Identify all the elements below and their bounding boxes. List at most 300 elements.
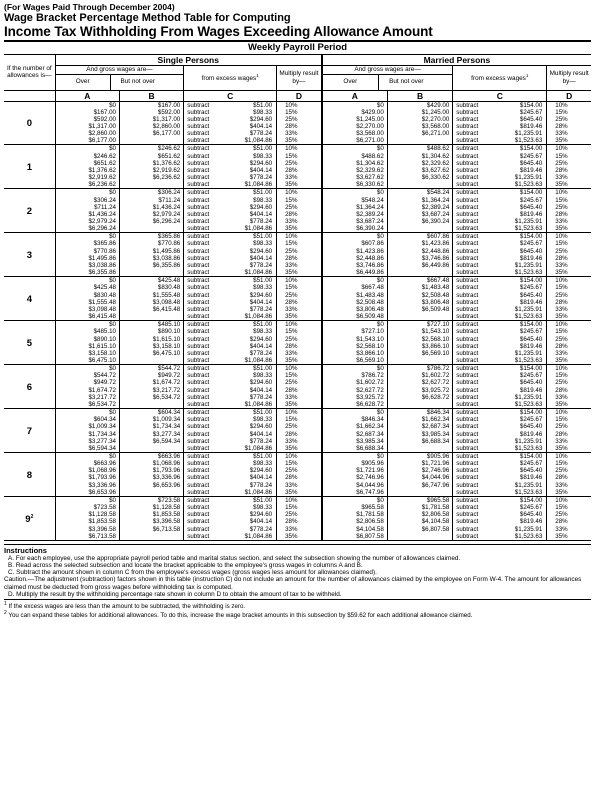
table-row xyxy=(4,292,591,299)
single-subtract-amount: $778.24 xyxy=(249,393,273,401)
married-subtract-word: subtract xyxy=(453,357,491,365)
single-over-cell: $306.24 xyxy=(55,197,119,204)
single-subtract-amount: $778.24 xyxy=(249,218,273,225)
instructions xyxy=(4,544,591,598)
married-rate-cell: 28% xyxy=(547,167,591,174)
married-subtract-word: subtract xyxy=(453,145,491,153)
single-over-cell: $6,415.48 xyxy=(55,313,119,321)
married-notover-cell: $1,781.58 xyxy=(387,504,452,511)
married-subtract-amount: $154.00 xyxy=(519,453,543,460)
single-over-cell: $0 xyxy=(55,101,119,109)
table-row xyxy=(4,248,591,255)
single-subtract-word: subtract xyxy=(184,431,222,438)
allowance-count-label: 0 xyxy=(26,118,32,130)
married-subtract-word: subtract xyxy=(453,204,491,211)
single-notover-cell: $592.00 xyxy=(119,109,183,116)
single-subtract-amount: $294.60 xyxy=(249,115,273,123)
married-notover-cell: $1,423.86 xyxy=(387,240,452,247)
single-over-cell: $1,793.96 xyxy=(55,474,119,481)
single-over-cell: $0 xyxy=(55,189,119,197)
single-over-cell: $0 xyxy=(55,453,119,461)
table-row xyxy=(4,387,591,394)
allowance-count-label: 5 xyxy=(26,338,32,350)
single-notover-label: But not over xyxy=(110,75,165,90)
married-rate-cell: 33% xyxy=(547,262,591,269)
married-subtract-amount: $819.46 xyxy=(519,518,543,526)
married-notover-cell: $429.00 xyxy=(387,101,452,109)
married-subtract-amount: $645.40 xyxy=(519,291,543,299)
married-rate-cell: 28% xyxy=(547,387,591,394)
single-notover-cell: $770.86 xyxy=(119,240,183,247)
allowance-count xyxy=(4,145,55,189)
single-rate-cell: 35% xyxy=(277,313,322,321)
table-row xyxy=(4,181,591,189)
married-over-cell: $3,925.72 xyxy=(322,394,387,401)
married-subtract-amount: $245.67 xyxy=(519,416,543,424)
married-subtract-amount: $1,235.91 xyxy=(514,130,543,138)
allowance-count-label: 6 xyxy=(26,382,32,394)
single-notover-cell: $651.62 xyxy=(119,153,183,160)
single-subtract-word: subtract xyxy=(184,438,222,445)
married-subtract-word: subtract xyxy=(453,248,491,255)
single-subtract-word: subtract xyxy=(184,160,222,167)
single-notover-cell xyxy=(119,181,183,189)
married-rate-cell: 25% xyxy=(547,336,591,343)
married-subtract-word: subtract xyxy=(453,306,491,313)
married-notover-cell: $488.62 xyxy=(387,145,452,153)
married-rate-cell: 10% xyxy=(547,496,591,504)
married-notover-cell xyxy=(387,445,452,453)
married-notover-cell: $548.24 xyxy=(387,189,452,197)
married-notover-cell: $6,807.58 xyxy=(387,526,452,533)
single-notover-cell: $3,336.96 xyxy=(119,474,183,481)
table-row xyxy=(4,299,591,306)
single-subtract-word: subtract xyxy=(184,453,222,461)
married-over-cell: $2,448.86 xyxy=(322,255,387,262)
table-row xyxy=(4,438,591,445)
single-rate-cell: 33% xyxy=(277,218,322,225)
married-rate-cell: 10% xyxy=(547,233,591,241)
married-notover-cell: $1,721.96 xyxy=(387,460,452,467)
single-subtract-amount: $51.00 xyxy=(253,101,273,109)
married-over-cell: $786.72 xyxy=(322,372,387,379)
married-subtract-word: subtract xyxy=(453,269,491,277)
married-rate-cell: 25% xyxy=(547,379,591,386)
table-row xyxy=(4,189,591,197)
single-rate-cell: 35% xyxy=(277,181,322,189)
married-subtract-amount: $645.40 xyxy=(519,467,543,475)
single-rate-cell: 33% xyxy=(277,262,322,269)
married-subtract-word: subtract xyxy=(453,321,491,329)
married-subtract-word: subtract xyxy=(453,116,491,123)
married-subtract-amount: $1,235.91 xyxy=(514,174,543,182)
married-rate-cell: 28% xyxy=(547,431,591,438)
single-subtract-word: subtract xyxy=(184,387,222,394)
single-subtract-amount: $1,084.86 xyxy=(222,357,277,365)
single-rate-cell: 35% xyxy=(277,401,322,409)
single-subtract-word: subtract xyxy=(184,189,222,197)
married-subtract-amount: $645.40 xyxy=(519,423,543,431)
single-subtract-word: subtract xyxy=(184,504,222,511)
single-subtract-word: subtract xyxy=(184,401,222,409)
single-over-cell: $0 xyxy=(55,233,119,241)
single-over-cell: $0 xyxy=(55,277,119,285)
single-subtract-amount: $51.00 xyxy=(253,321,273,329)
single-subtract-amount: $98.33 xyxy=(253,416,273,424)
married-subtract-word: subtract xyxy=(453,211,491,218)
married-notover-cell: $4,104.58 xyxy=(387,518,452,525)
single-notover-cell: $167.00 xyxy=(119,101,183,109)
married-rate-cell: 35% xyxy=(547,313,591,321)
single-over-cell: $1,734.34 xyxy=(55,431,119,438)
single-subtract-word: subtract xyxy=(184,204,222,211)
single-rate-cell: 15% xyxy=(277,153,322,160)
single-over-cell: $3,158.10 xyxy=(55,350,119,357)
single-notover-cell: $6,177.00 xyxy=(119,130,183,137)
married-over-cell: $429.00 xyxy=(322,109,387,116)
married-subtract-word: subtract xyxy=(453,255,491,262)
single-notover-cell: $6,296.24 xyxy=(119,218,183,225)
married-rate-cell: 25% xyxy=(547,467,591,474)
married-notover-cell: $1,245.00 xyxy=(387,109,452,116)
single-subtract-word: subtract xyxy=(184,474,222,481)
allowance-count xyxy=(4,453,55,497)
instruction-c: C. Subtract the amount shown in column C from the employee's excess wages (gross wages less amount for allowances claimed). xyxy=(8,569,377,577)
married-rate-cell: 33% xyxy=(547,306,591,313)
married-subtract-amount: $154.00 xyxy=(519,101,543,109)
allowance-count xyxy=(4,101,55,145)
single-rate-cell: 33% xyxy=(277,350,322,357)
header-wages-paid: (For Wages Paid Through December 2004) xyxy=(4,2,175,12)
single-subtract-word: subtract xyxy=(184,365,222,373)
married-over-cell: $4,104.58 xyxy=(322,526,387,533)
married-over-cell: $2,746.96 xyxy=(322,474,387,481)
table-row xyxy=(4,145,591,153)
single-rate-cell: 33% xyxy=(277,130,322,137)
married-subtract-amount: $819.46 xyxy=(519,474,543,482)
married-subtract-amount: $645.40 xyxy=(519,247,543,255)
allowances-header: If the number of allowances is— xyxy=(6,64,52,80)
married-over-cell: $905.96 xyxy=(322,460,387,467)
married-persons-header: Married Persons xyxy=(322,55,591,66)
single-notover-cell: $3,158.10 xyxy=(119,343,183,350)
single-rate-cell: 25% xyxy=(277,160,322,167)
single-subtract-word: subtract xyxy=(184,482,222,489)
married-over-cell: $6,569.10 xyxy=(322,357,387,365)
single-notover-cell: $6,653.96 xyxy=(119,482,183,489)
single-over-cell: $485.10 xyxy=(55,328,119,335)
table-row xyxy=(4,365,591,373)
single-over-cell: $2,979.24 xyxy=(55,218,119,225)
married-over-cell: $1,423.86 xyxy=(322,248,387,255)
single-over-cell: $723.58 xyxy=(55,504,119,511)
single-subtract-amount: $294.60 xyxy=(249,379,273,387)
married-notover-cell: $1,662.34 xyxy=(387,416,452,423)
table-row xyxy=(4,123,591,130)
single-rate-cell: 10% xyxy=(277,189,322,197)
married-rate-cell: 28% xyxy=(547,474,591,481)
allowance-count-label: 4 xyxy=(26,294,32,306)
column-letters-row xyxy=(4,90,591,101)
single-over-cell: $0 xyxy=(55,496,119,504)
married-subtract-word: subtract xyxy=(453,328,491,335)
married-notover-cell: $2,746.96 xyxy=(387,467,452,474)
table-row xyxy=(4,116,591,123)
married-over-cell: $1,781.58 xyxy=(322,511,387,518)
single-subtract-word: subtract xyxy=(184,445,222,453)
single-subtract-word: subtract xyxy=(184,101,222,109)
single-notover-cell: $1,793.96 xyxy=(119,467,183,474)
married-rate-cell: 28% xyxy=(547,123,591,130)
table-row xyxy=(4,489,591,497)
single-notover-cell xyxy=(119,269,183,277)
single-rate-cell: 28% xyxy=(277,211,322,218)
married-subtract-word: subtract xyxy=(453,218,491,225)
table-row xyxy=(4,482,591,489)
married-rate-cell: 25% xyxy=(547,292,591,299)
single-notover-cell: $2,979.24 xyxy=(119,211,183,218)
married-rate-cell: 25% xyxy=(547,160,591,167)
table-row xyxy=(4,328,591,335)
single-notover-cell: $604.34 xyxy=(119,409,183,417)
married-subtract-word: subtract xyxy=(453,160,491,167)
married-notover-cell: $727.10 xyxy=(387,321,452,329)
single-subtract-amount: $294.60 xyxy=(249,423,273,431)
married-subtract-word: subtract xyxy=(453,511,491,518)
married-over-cell: $6,509.48 xyxy=(322,313,387,321)
single-rate-cell: 10% xyxy=(277,453,322,461)
single-subtract-amount: $294.60 xyxy=(249,247,273,255)
married-rate-cell: 35% xyxy=(547,401,591,409)
married-rate-cell: 10% xyxy=(547,365,591,373)
single-subtract-word: subtract xyxy=(184,357,222,365)
single-subtract-word: subtract xyxy=(184,336,222,343)
married-notover-cell xyxy=(387,137,452,145)
married-subtract-amount: $1,235.91 xyxy=(514,305,543,313)
single-subtract-amount: $1,084.86 xyxy=(222,269,277,277)
married-rate-cell: 28% xyxy=(547,518,591,525)
married-rate-cell: 15% xyxy=(547,460,591,467)
married-subtract-amount: $154.00 xyxy=(519,496,543,504)
married-notover-cell: $667.48 xyxy=(387,277,452,285)
married-rate-cell: 33% xyxy=(547,394,591,401)
instruction-d: D. Multiply the result by the withholding percentage rate shown in column D to obtain the amount of tax to be withheld. xyxy=(8,590,342,598)
single-notover-cell xyxy=(119,533,183,541)
table-row xyxy=(4,518,591,525)
single-rate-cell: 15% xyxy=(277,460,322,467)
married-subtract-word: subtract xyxy=(453,174,491,181)
single-over-cell: $0 xyxy=(55,409,119,417)
single-rate-cell: 35% xyxy=(277,137,322,145)
single-subtract-word: subtract xyxy=(184,489,222,497)
single-over-cell: $246.62 xyxy=(55,153,119,160)
married-subtract-amount: $1,523.63 xyxy=(491,445,547,453)
table-row xyxy=(4,174,591,181)
married-over-cell: $3,568.00 xyxy=(322,130,387,137)
single-subtract-word: subtract xyxy=(184,372,222,379)
single-subtract-amount: $1,084.86 xyxy=(222,445,277,453)
married-subtract-amount: $154.00 xyxy=(519,189,543,197)
allowance-count xyxy=(4,365,55,409)
single-over-cell: $1,317.00 xyxy=(55,123,119,130)
married-over-cell: $2,329.62 xyxy=(322,167,387,174)
single-rate-cell: 10% xyxy=(277,145,322,153)
single-notover-cell: $3,217.72 xyxy=(119,387,183,394)
married-over-cell: $3,806.48 xyxy=(322,306,387,313)
married-rate-cell: 15% xyxy=(547,284,591,291)
single-rate-cell: 25% xyxy=(277,379,322,386)
single-rate-cell: 28% xyxy=(277,431,322,438)
married-subtract-amount: $819.46 xyxy=(519,298,543,306)
married-over-cell: $3,985.34 xyxy=(322,438,387,445)
married-subtract-word: subtract xyxy=(453,167,491,174)
married-subtract-word: subtract xyxy=(453,438,491,445)
married-notover-cell: $3,627.62 xyxy=(387,167,452,174)
single-over-label: Over xyxy=(75,78,90,86)
single-notover-cell: $1,615.10 xyxy=(119,336,183,343)
table-row xyxy=(4,445,591,453)
married-notover-cell: $3,568.00 xyxy=(387,123,452,130)
single-subtract-word: subtract xyxy=(184,174,222,181)
married-rate-cell: 28% xyxy=(547,299,591,306)
single-rate-cell: 35% xyxy=(277,357,322,365)
married-subtract-word: subtract xyxy=(453,197,491,204)
single-over-cell: $3,217.72 xyxy=(55,394,119,401)
married-over-cell: $6,449.86 xyxy=(322,269,387,277)
single-over-cell: $2,919.62 xyxy=(55,174,119,181)
married-over-cell: $0 xyxy=(322,321,387,329)
single-over-cell: $1,068.96 xyxy=(55,467,119,474)
married-subtract-amount: $1,523.63 xyxy=(491,181,547,189)
married-subtract-word: subtract xyxy=(453,489,491,497)
single-subtract-amount: $1,084.86 xyxy=(222,533,277,541)
married-over-cell: $0 xyxy=(322,189,387,197)
single-notover-cell: $3,098.48 xyxy=(119,299,183,306)
col-letter: A xyxy=(322,90,387,101)
married-subtract-amount: $245.67 xyxy=(519,240,543,248)
single-notover-cell: $1,495.86 xyxy=(119,248,183,255)
married-subtract-amount: $819.46 xyxy=(519,166,543,174)
single-rate-cell: 10% xyxy=(277,496,322,504)
married-over-cell: $2,806.58 xyxy=(322,518,387,525)
single-rate-cell: 25% xyxy=(277,511,322,518)
single-notover-cell xyxy=(119,489,183,497)
married-over-cell: $0 xyxy=(322,496,387,504)
single-rate-cell: 28% xyxy=(277,167,322,174)
single-over-cell: $592.00 xyxy=(55,116,119,123)
married-subtract-word: subtract xyxy=(453,394,491,401)
table-row xyxy=(4,130,591,137)
allowance-count xyxy=(4,496,55,540)
allowance-count xyxy=(4,277,55,321)
footnote-1-text: If the excess wages are less than the amount to be subtracted, the withholding is zero. xyxy=(8,603,246,611)
single-notover-cell: $246.62 xyxy=(119,145,183,153)
single-over-cell: $949.72 xyxy=(55,379,119,386)
married-subtract-amount: $819.46 xyxy=(519,122,543,130)
single-subtract-amount: $98.33 xyxy=(253,108,273,116)
single-subtract-word: subtract xyxy=(184,145,222,153)
married-rate-cell: 10% xyxy=(547,101,591,109)
married-subtract-word: subtract xyxy=(453,350,491,357)
footnote-1 xyxy=(4,601,591,610)
single-rate-cell: 28% xyxy=(277,255,322,262)
single-notover-cell xyxy=(119,225,183,233)
allowance-count xyxy=(4,189,55,233)
single-subtract-amount: $404.14 xyxy=(249,518,273,526)
married-over-label: Over xyxy=(343,78,358,86)
single-rate-cell: 15% xyxy=(277,240,322,247)
married-over-cell: $0 xyxy=(322,365,387,373)
married-notover-cell xyxy=(387,489,452,497)
married-multiply-header: Multiply result by— xyxy=(547,66,591,91)
married-rate-cell: 35% xyxy=(547,137,591,145)
married-rate-cell: 10% xyxy=(547,409,591,417)
single-over-cell: $1,555.48 xyxy=(55,299,119,306)
married-over-cell: $4,044.96 xyxy=(322,482,387,489)
single-subtract-word: subtract xyxy=(184,526,222,533)
married-notover-cell: $2,270.00 xyxy=(387,116,452,123)
married-subtract-word: subtract xyxy=(453,284,491,291)
single-notover-cell: $711.24 xyxy=(119,197,183,204)
married-subtract-word: subtract xyxy=(453,431,491,438)
single-subtract-amount: $404.14 xyxy=(249,386,273,394)
table-row xyxy=(4,197,591,204)
single-over-cell: $167.00 xyxy=(55,109,119,116)
married-notover-cell: $1,483.48 xyxy=(387,284,452,291)
allowance-count-label: 7 xyxy=(26,426,32,438)
single-rate-cell: 25% xyxy=(277,248,322,255)
instruction-a: A. For each employee, use the appropriate payroll period table and marital status section, and select the subsection showing the number of allowances claimed. xyxy=(8,554,461,562)
married-subtract-amount: $1,235.91 xyxy=(514,261,543,269)
single-notover-cell: $485.10 xyxy=(119,321,183,329)
married-over-cell: $0 xyxy=(322,233,387,241)
table-row xyxy=(4,431,591,438)
married-notover-cell: $3,806.48 xyxy=(387,299,452,306)
married-subtract-amount: $645.40 xyxy=(519,379,543,387)
married-subtract-word: subtract xyxy=(453,453,491,461)
col-letter: B xyxy=(119,90,183,101)
single-subtract-amount: $1,084.86 xyxy=(222,181,277,189)
married-over-cell: $0 xyxy=(322,145,387,153)
married-rate-cell: 25% xyxy=(547,511,591,518)
single-subtract-word: subtract xyxy=(184,211,222,218)
table-row xyxy=(4,225,591,233)
single-rate-cell: 33% xyxy=(277,174,322,181)
married-subtract-word: subtract xyxy=(453,130,491,137)
table-row xyxy=(4,109,591,116)
married-over-cell: $846.34 xyxy=(322,416,387,423)
married-subtract-word: subtract xyxy=(453,533,491,541)
married-subtract-word: subtract xyxy=(453,137,491,145)
table-row xyxy=(4,511,591,518)
single-over-cell: $0 xyxy=(55,365,119,373)
married-excess-label: from excess wages xyxy=(471,75,526,83)
single-subtract-word: subtract xyxy=(184,416,222,423)
married-over-cell: $3,687.24 xyxy=(322,218,387,225)
married-subtract-word: subtract xyxy=(453,240,491,247)
married-subtract-word: subtract xyxy=(453,277,491,285)
married-rate-cell: 15% xyxy=(547,416,591,423)
married-subtract-word: subtract xyxy=(453,460,491,467)
married-rate-cell: 33% xyxy=(547,350,591,357)
single-notover-cell: $6,594.34 xyxy=(119,438,183,445)
single-rate-cell: 10% xyxy=(277,277,322,285)
single-notover-cell: $6,415.48 xyxy=(119,306,183,313)
single-rate-cell: 28% xyxy=(277,387,322,394)
allowance-count-label: 9 xyxy=(25,513,31,525)
married-subtract-amount: $154.00 xyxy=(519,277,543,285)
married-over-cell: $6,747.96 xyxy=(322,489,387,497)
